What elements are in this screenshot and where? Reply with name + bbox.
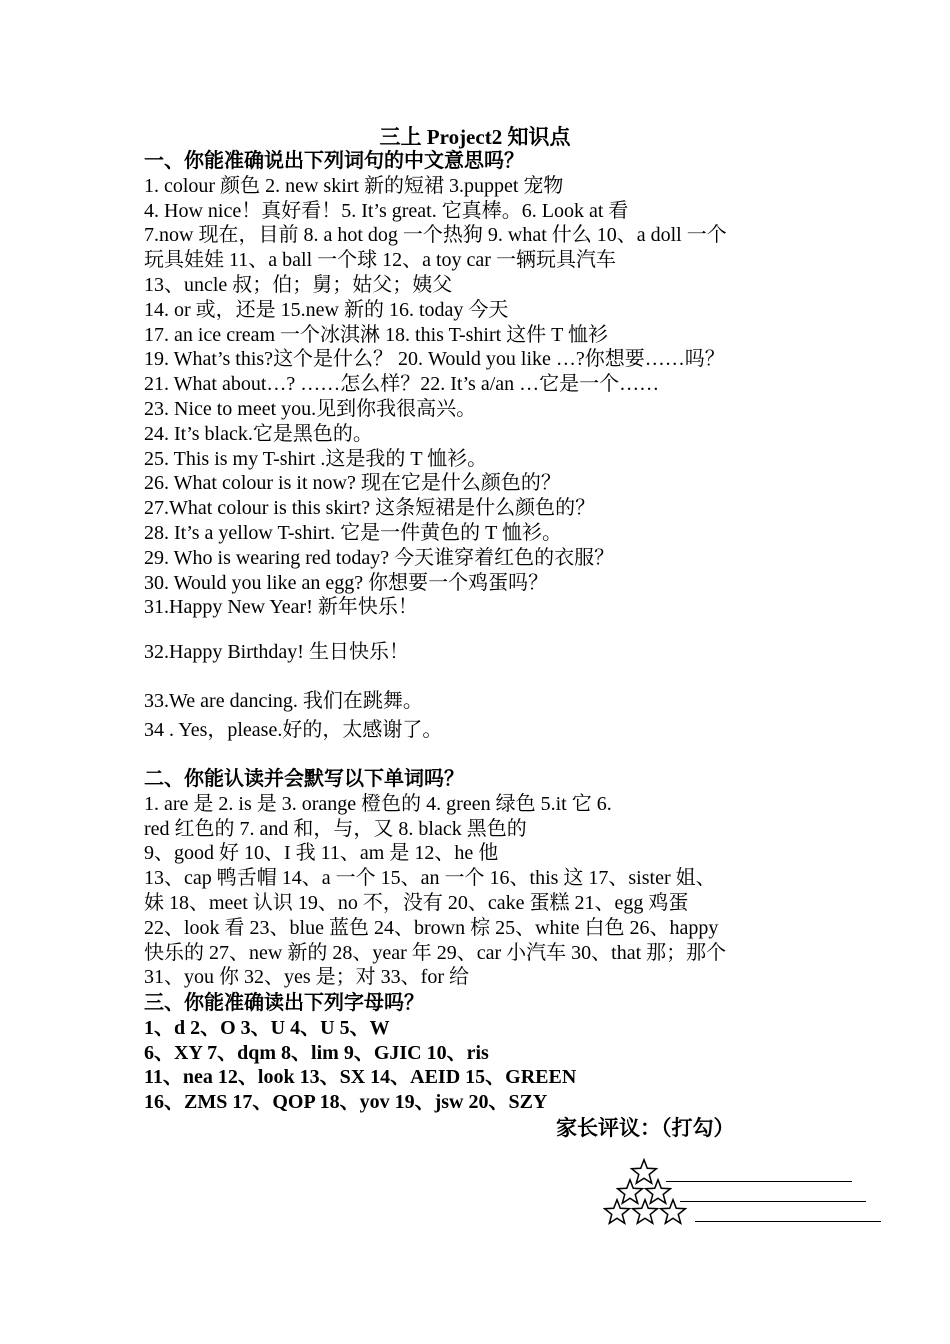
list-item: 14. or 或，还是 15.new 新的 16. today 今天 bbox=[144, 298, 509, 321]
list-item: 32.Happy Birthday! 生日快乐！ bbox=[144, 641, 409, 663]
page-title: 三上 Project2 知识点 bbox=[379, 125, 571, 149]
list-item: 26. What colour is it now? 现在它是什么颜色的？ bbox=[144, 472, 561, 495]
list-item: 22、look 看 23、blue 蓝色 24、brown 棕 25、white 白色 26、happy bbox=[144, 916, 719, 939]
list-item: 1、d 2、O 3、U 4、U 5、W bbox=[144, 1016, 390, 1039]
list-item: 19. What’s this?这个是什么？ 20. Would you like …?你想要……吗？ bbox=[144, 348, 725, 371]
list-item: 31.Happy New Year! 新年快乐！ bbox=[144, 596, 418, 619]
parent-comment-label: 家长评议：（打勾） bbox=[556, 1116, 735, 1140]
list-item: 24. It’s black.它是黑色的。 bbox=[144, 422, 373, 445]
section-1-lines bbox=[144, 174, 844, 620]
list-item: 1. are 是 2. is 是 3. orange 橙色的 4. green 绿色 5.it 它 6. bbox=[144, 792, 612, 815]
list-item: 28. It’s a yellow T-shirt. 它是一件黄色的 T 恤衫。 bbox=[144, 521, 562, 544]
list-item: 11、nea 12、look 13、SX 14、AEID 15、GREEN bbox=[144, 1066, 577, 1089]
section-2-lines bbox=[144, 792, 844, 990]
list-item: 4. How nice！真好看！5. It’s great. 它真棒。6. Look at 看 bbox=[144, 199, 629, 222]
list-item: 30. Would you like an egg? 你想要一个鸡蛋吗？ bbox=[144, 571, 549, 594]
star-outline-icon bbox=[631, 1198, 659, 1226]
rating-blank-line bbox=[695, 1221, 881, 1222]
list-item: 29. Who is wearing red today? 今天谁穿着红色的衣服？ bbox=[144, 546, 615, 569]
list-item: 16、ZMS 17、QOP 18、yov 19、jsw 20、SZY bbox=[144, 1091, 548, 1114]
star-outline-icon bbox=[659, 1198, 687, 1226]
list-item: 25. This is my T-shirt .这是我的 T 恤衫。 bbox=[144, 447, 488, 470]
list-item: 妹 18、meet 认识 19、no 不，没有 20、cake 蛋糕 21、egg 鸡蛋 bbox=[144, 891, 689, 914]
list-item: 13、uncle 叔；伯；舅；姑父；姨父 bbox=[144, 273, 453, 296]
list-item: 9、good 好 10、I 我 11、am 是 12、he 他 bbox=[144, 842, 499, 865]
list-item: 7.now 现在，目前 8. a hot dog 一个热狗 9. what 什么 10、a doll 一个 bbox=[144, 224, 727, 247]
list-item: red 红色的 7. and 和，与，又 8. black 黑色的 bbox=[144, 817, 527, 840]
section-2-heading: 二、你能认读并会默写以下单词吗？ bbox=[144, 768, 464, 790]
list-item: 玩具娃娃 11、a ball 一个球 12、a toy car 一辆玩具汽车 bbox=[144, 249, 616, 272]
list-item: 1. colour 颜色 2. new skirt 新的短裙 3.puppet 宠物 bbox=[144, 174, 564, 197]
list-item: 6、XY 7、dqm 8、lim 9、GJIC 10、ris bbox=[144, 1041, 489, 1064]
rating-row-three-stars[interactable] bbox=[603, 1198, 881, 1226]
list-item: 27.What colour is this skirt? 这条短裙是什么颜色的？ bbox=[144, 497, 596, 520]
list-item: 快乐的 27、new 新的 28、year 年 29、car 小汽车 30、that 那；那个 bbox=[144, 941, 727, 964]
section-1-extra-2 bbox=[144, 689, 844, 714]
star-outline-icon bbox=[603, 1198, 631, 1226]
section-3-lines bbox=[144, 1016, 844, 1115]
list-item: 31、you 你 32、yes 是；对 33、for 给 bbox=[144, 966, 469, 989]
section-1-heading: 一、你能准确说出下列词句的中文意思吗？ bbox=[144, 150, 524, 172]
list-item: 34 . Yes，please.好的，太感谢了。 bbox=[144, 719, 443, 741]
section-1-extra bbox=[144, 640, 844, 665]
list-item: 21. What about…? ……怎么样？22. It’s a/an …它是一个…… bbox=[144, 373, 660, 396]
list-item: 23. Nice to meet you.见到你我很高兴。 bbox=[144, 397, 477, 420]
section-2 bbox=[144, 767, 844, 990]
list-item: 13、cap 鸭舌帽 14、a 一个 15、an 一个 16、this 这 17、sister 姐、 bbox=[144, 867, 716, 890]
section-1-extra-3 bbox=[144, 718, 844, 743]
section-1 bbox=[144, 149, 844, 620]
section-3 bbox=[144, 991, 844, 1115]
list-item: 33.We are dancing. 我们在跳舞。 bbox=[144, 690, 423, 712]
list-item: 17. an ice cream 一个冰淇淋 18. this T-shirt 这件 T 恤衫 bbox=[144, 323, 609, 346]
section-3-heading: 三、你能准确读出下列字母吗？ bbox=[144, 992, 424, 1014]
